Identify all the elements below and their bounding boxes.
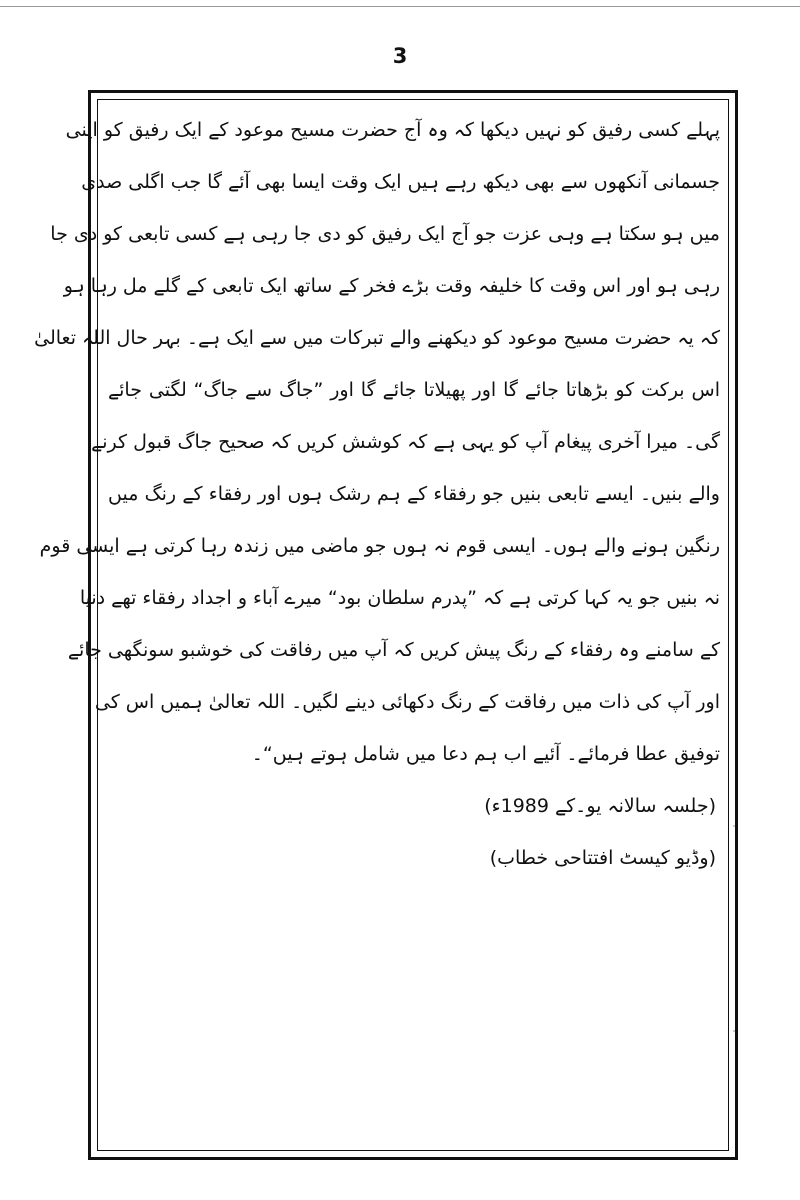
text-line: پہلے کسی رفیق کو نہیں دیکھا کہ وہ آج حضرت مسیح موعود کے ایک رفیق کو اپنی [65, 119, 720, 141]
text-line: توفیق عطا فرمائے۔ آئیے اب ہم دعا میں شامل ہوتے ہیں“۔ [251, 743, 720, 765]
text-line: والے بنیں۔ ایسے تابعی بنیں جو رفقاء کے ہم رشک ہوں اور رفقاء کے رنگ میں [108, 483, 720, 505]
text-line: رہی ہو اور اس وقت کا خلیفہ وقت بڑے فخر کے ساتھ ایک تابعی کے گلے مل رہا ہو [63, 275, 720, 297]
text-line: نہ بنیں جو یہ کہا کرتی ہے کہ ”پدرم سلطان بود“ میرے آباء و اجداد رفقاء تھے دنیا [79, 587, 720, 609]
text-line: جسمانی آنکھوں سے بھی دیکھ رہے ہیں ایک وقت ایسا بھی آئے گا جب اگلی صدی [81, 171, 720, 193]
top-rule [0, 6, 800, 7]
source-reference: (وڈیو کیسٹ افتتاحی خطاب) [489, 847, 716, 869]
scan-speck [733, 1030, 735, 1032]
text-line: کہ یہ حضرت مسیح موعود کو دیکھنے والے تبرکات میں سے ایک ہے۔ بہر حال اللہ تعالیٰ [34, 327, 720, 349]
text-line: میں ہو سکتا ہے وہی عزت جو آج ایک رفیق کو دی جا رہی ہے کسی تابعی کو دی جا [50, 223, 720, 245]
event-reference: (جلسہ سالانہ یو۔کے 1989ء) [484, 795, 716, 817]
text-line: اور آپ کی ذات میں رفاقت کے رنگ دکھائی دینے لگیں۔ اللہ تعالیٰ ہمیں اس کی [94, 691, 720, 713]
scan-speck [733, 825, 735, 827]
text-line: رنگین ہونے والے ہوں۔ ایسی قوم نہ ہوں جو ماضی میں زندہ رہا کرتی ہے ایسی قوم [39, 535, 720, 557]
text-line: اس برکت کو بڑھاتا جائے گا اور پھیلاتا جائے گا اور ”جاگ سے جاگ“ لگتی جائے [108, 379, 720, 401]
page-number: 3 [392, 44, 408, 68]
text-line: کے سامنے وہ رفقاء کے رنگ پیش کریں کہ آپ میں رفاقت کی خوشبو سونگھی جائے [67, 639, 720, 661]
body-text [34, 104, 720, 884]
text-line: گی۔ میرا آخری پیغام آپ کو یہی ہے کہ کوشش کریں کہ صحیح جاگ قبول کرنے [91, 431, 720, 453]
